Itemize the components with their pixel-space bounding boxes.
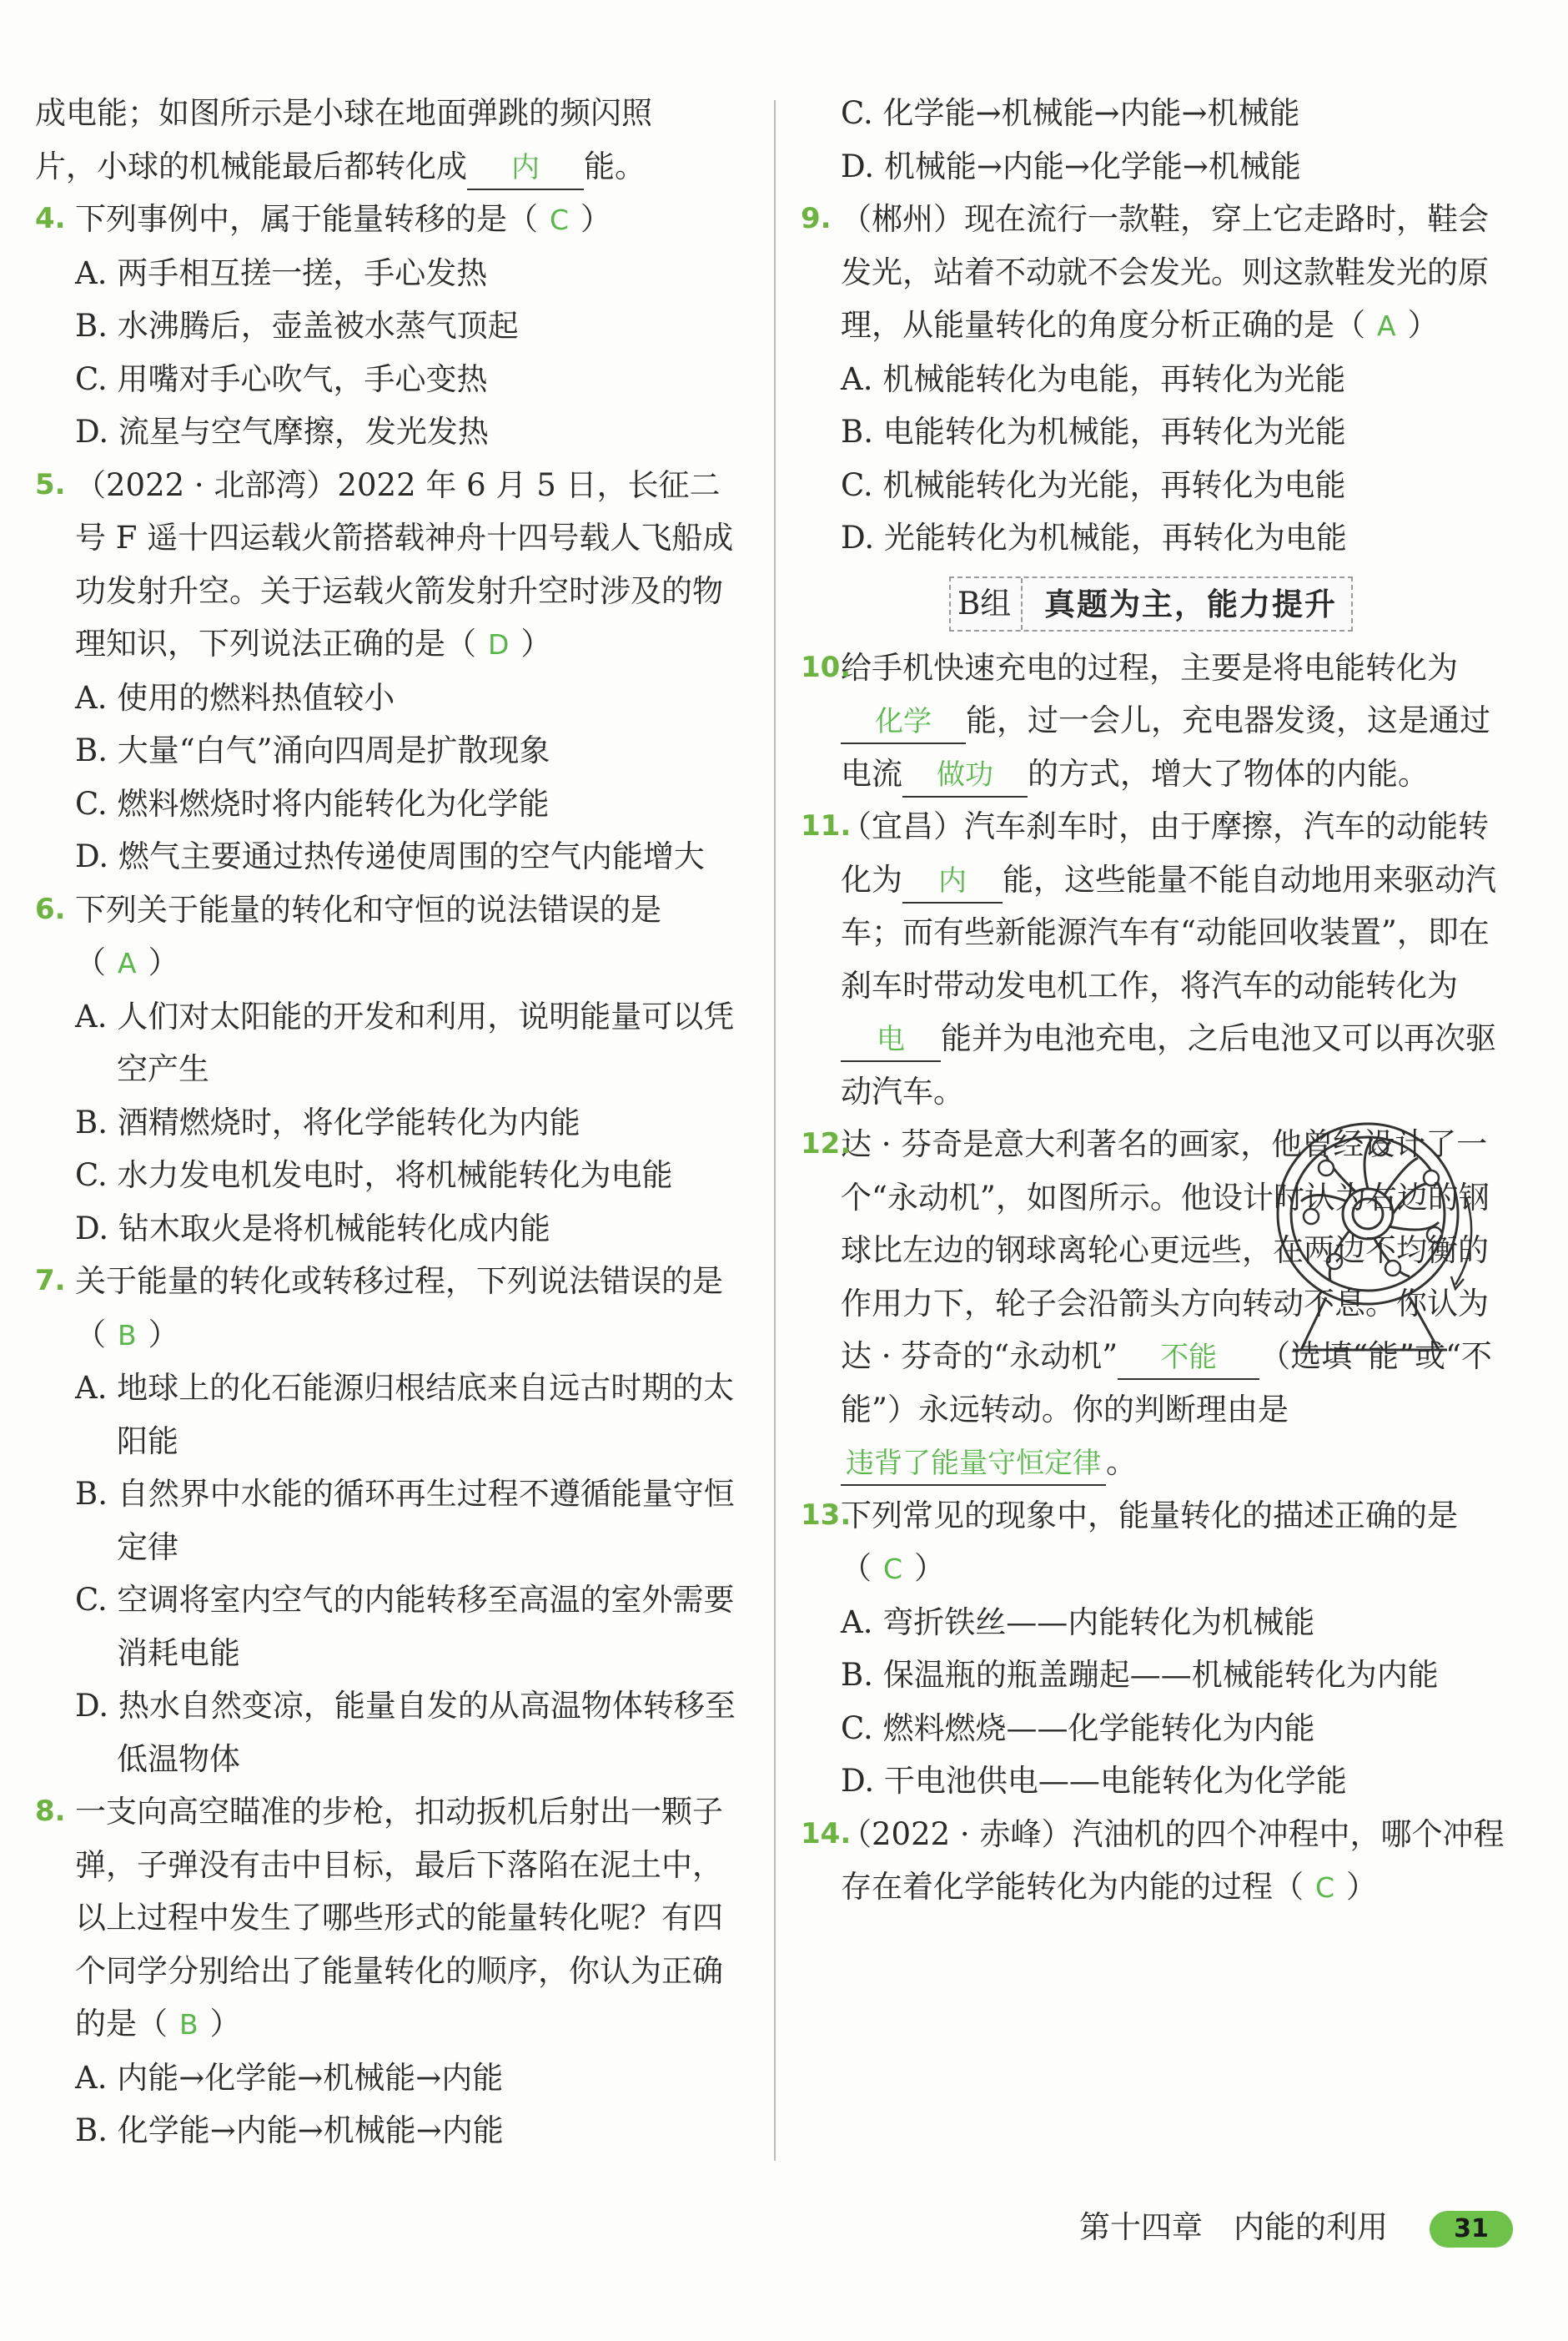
question-text: 下列事例中，属于能量转移的是（	[75, 201, 538, 237]
question-text: 。	[1106, 1444, 1137, 1480]
question-text: 的方式，增大了物体的内能。	[1028, 755, 1429, 792]
question-number: 8.	[35, 1795, 66, 1828]
option-a: A. 地球上的化石能源归根结底来自远古时期的太阳能	[75, 1370, 735, 1459]
question-text: 给手机快速充电的过程，主要是将电能转化为	[841, 649, 1458, 686]
option-d: D. 光能转化为机械能，再转化为电能	[841, 520, 1347, 556]
question-text: 一支向高空瞄准的步枪，扣动扳机后射出一颗子弹，子弹没有击中目标，最后下落陷在泥土中，以上过程中发生了哪些形式的能量转化呢？有四个同学分别给出了能量转化的顺序，你认为正确的是（	[75, 1794, 723, 2041]
question-7	[35, 1255, 744, 1362]
question-5	[35, 459, 744, 672]
option-a: A. 弯折铁丝——内能转化为机械能	[841, 1603, 1315, 1640]
question-text: （2022 · 北部湾）2022 年 6 月 5 日，长征二号 F 遥十四运载火箭搭载神舟十四号载人飞船成功发射升空。关于运载火箭发射升空时涉及的物理知识，下列说法正确的是（	[75, 466, 734, 662]
question-text: 关于能量的转化或转移过程，下列说法错误的是（	[75, 1263, 723, 1352]
paren-close: ）	[520, 626, 552, 662]
question-text: 能并为电池充电，之后电池又可以再次驱动汽车。	[841, 1020, 1496, 1110]
answer-blank-1: 化学	[841, 701, 966, 744]
question-text: 能，过一会儿，充电器发烫，这是通过电流	[841, 702, 1490, 792]
option-c: C. 机械能转化为光能，再转化为电能	[841, 466, 1346, 503]
column-divider	[774, 100, 776, 2161]
intro-text: 片，小球的机械能最后都转化成	[35, 148, 467, 184]
question-number: 4.	[35, 202, 66, 235]
question-text: （选填“能”或“不能”）永远转动。你的判断理由是	[841, 1338, 1492, 1427]
question-10	[801, 642, 1510, 801]
option-c: C. 空调将室内空气的内能转移至高温的室外需要消耗电能	[75, 1582, 735, 1671]
question-11	[801, 800, 1510, 1118]
option-a: A. 内能→化学能→机械能→内能	[75, 2059, 504, 2096]
option-c: C. 燃料燃烧时将内能转化为化学能	[75, 785, 550, 822]
right-column	[801, 87, 1510, 1915]
paren-close: ）	[148, 1316, 179, 1352]
answer-choice: A	[1377, 310, 1396, 342]
paren-close: ）	[914, 1550, 946, 1586]
intro-answer-blank: 内	[467, 147, 584, 190]
intro-line2	[35, 140, 744, 194]
option-d: D. 钻木取火是将机械能转化成内能	[75, 1210, 550, 1246]
chapter-title: 第十四章 内能的利用	[1079, 2209, 1388, 2245]
question-text: 下列关于能量的转化和守恒的说法错误的是（	[75, 891, 661, 980]
option-b: B. 电能转化为机械能，再转化为光能	[841, 414, 1346, 450]
question-number: 12.	[801, 1127, 852, 1160]
answer-choice: C	[1315, 1871, 1335, 1904]
question-8	[35, 1785, 744, 2052]
option-d: D. 热水自然变凉，能量自发的从高温物体转移至低温物体	[75, 1688, 736, 1777]
answer-blank-2: 违背了能量守恒定律	[841, 1442, 1106, 1486]
question-4	[35, 193, 744, 247]
question-13	[801, 1489, 1510, 1596]
option-c: C. 用嘴对手心吹气，手心变热	[75, 360, 488, 397]
option-b: B. 水沸腾后，壶盖被水蒸气顶起	[75, 308, 519, 344]
question-text: 能，这些能量不能自动地用来驱动汽车；而有些新能源汽车有“动能回收装置”，即在刹车时带动发电机工作，将汽车的动能转化为	[841, 861, 1496, 1004]
option-b: B. 酒精燃烧时，将化学能转化为内能	[75, 1104, 580, 1140]
page-number: 31	[1430, 2211, 1513, 2248]
question-9	[801, 193, 1510, 353]
answer-blank-1: 不能	[1118, 1337, 1259, 1380]
question-12	[801, 1118, 1510, 1489]
answer-choice: A	[118, 947, 137, 979]
option-a: A. 两手相互搓一搓，手心发热	[75, 254, 488, 291]
answer-choice: B	[179, 2008, 199, 2041]
option-b: B. 自然界中水能的循环再生过程不遵循能量守恒定律	[75, 1476, 735, 1565]
option-a: A. 机械能转化为电能，再转化为光能	[841, 360, 1346, 397]
intro-text-end: 能。	[584, 148, 646, 184]
question-number: 6.	[35, 892, 66, 926]
answer-blank-2: 电	[841, 1019, 941, 1062]
answer-blank-1: 内	[902, 860, 1003, 904]
answer-choice: C	[550, 204, 570, 236]
answer-blank-2: 做功	[902, 754, 1028, 798]
question-text: 下列常见的现象中，能量转化的描述正确的是（	[841, 1497, 1458, 1586]
paren-close: ）	[1407, 307, 1439, 343]
question-text: 达 · 芬奇是意大利著名的画家，他曾经设计了一个“永动机”，如图所示。他设计时认为右边的钢球比左边的钢球离轮心更远些，在两边不均衡的作用力下，轮子会沿箭头方向转动不息。你认为达 · 芬奇的“永动机”	[841, 1126, 1490, 1374]
paren-close: ）	[580, 201, 612, 237]
question-number: 10.	[801, 650, 852, 684]
question-text: （2022 · 赤峰）汽油机的四个冲程中，哪个冲程存在着化学能转化为内能的过程（	[841, 1815, 1505, 1905]
question-6	[35, 884, 744, 990]
intro-line1: 成电能；如图所示是小球在地面弹跳的频闪照	[35, 95, 652, 131]
option-d: D. 机械能→内能→化学能→机械能	[841, 148, 1301, 184]
question-number: 13.	[801, 1498, 852, 1532]
section-title: 真题为主，能力提升	[1044, 585, 1337, 622]
left-column	[35, 87, 744, 2157]
option-b: B. 大量“白气”涌向四周是扩散现象	[75, 733, 550, 768]
answer-choice: D	[488, 628, 510, 661]
paren-close: ）	[1346, 1869, 1378, 1905]
option-c: C. 燃料燃烧——化学能转化为内能	[841, 1709, 1315, 1746]
option-d: D. 干电池供电——电能转化为化学能	[841, 1763, 1347, 1799]
question-number: 14.	[801, 1816, 852, 1850]
question-number: 7.	[35, 1264, 66, 1297]
answer-choice: C	[883, 1553, 903, 1585]
option-c: C. 化学能→机械能→内能→机械能	[841, 95, 1300, 131]
option-a: A. 使用的燃料热值较小	[75, 679, 395, 716]
option-b: B. 保温瓶的瓶盖蹦起——机械能转化为内能	[841, 1657, 1439, 1693]
option-a: A. 人们对太阳能的开发和利用，说明能量可以凭空产生	[75, 998, 735, 1087]
option-b: B. 化学能→内能→机械能→内能	[75, 2112, 504, 2148]
option-d: D. 燃气主要通过热传递使周围的空气内能增大	[75, 838, 705, 874]
question-text: （宜昌）汽车刹车时，由于摩擦，汽车的动能转化为	[841, 808, 1489, 898]
paren-close: ）	[148, 944, 179, 980]
question-14	[801, 1808, 1510, 1915]
question-number: 5.	[35, 467, 66, 501]
question-number: 9.	[801, 202, 832, 235]
paren-close: ）	[209, 2006, 241, 2041]
question-12-wrap	[801, 1118, 1510, 1489]
answer-choice: B	[118, 1318, 137, 1352]
section-header-b	[949, 576, 1353, 632]
option-c: C. 水力发电机发电时，将机械能转化为电能	[75, 1157, 673, 1193]
question-number: 11.	[801, 809, 852, 843]
section-tag: B组	[957, 578, 1023, 630]
option-d: D. 流星与空气摩擦，发光发热	[75, 414, 489, 450]
question-text: （郴州）现在流行一款鞋，穿上它走路时，鞋会发光，站着不动就不会发光。则这款鞋发光的原理，从能量转化的角度分析正确的是（	[841, 201, 1489, 343]
